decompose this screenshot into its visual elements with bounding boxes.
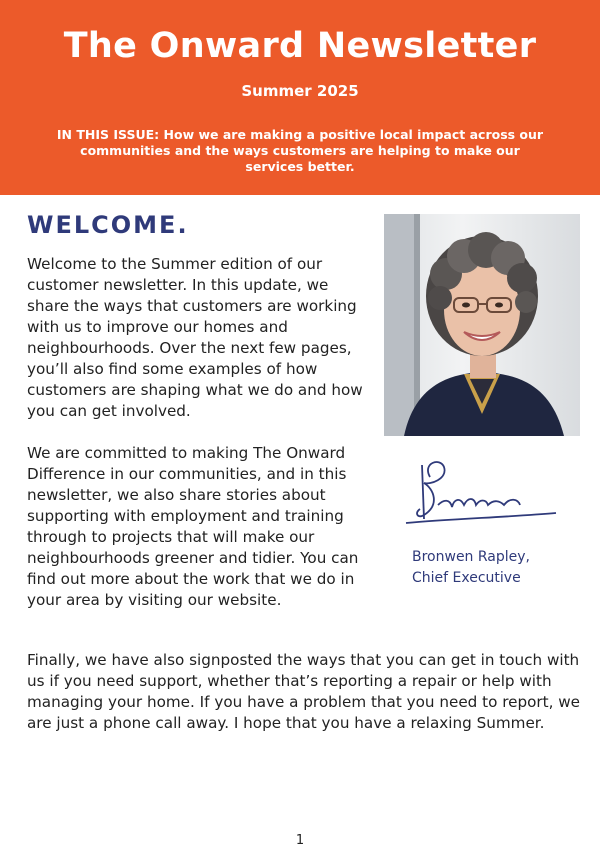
welcome-heading: WELCOME. — [27, 211, 189, 239]
issue-text: How we are making a positive local impact across our communities and the ways customers are helping to make our services better. — [80, 127, 544, 174]
newsletter-title: The Onward Newsletter — [63, 26, 537, 66]
author-role: Chief Executive — [412, 570, 521, 586]
edition-label: Summer 2025 — [241, 82, 359, 100]
welcome-paragraph-3: Finally, we have also signposted the ways that you can get in touch with us if you need support, whether that’s reporting a repair or help with managing your home. If you have a problem that you need to report, we are just a phone call away. I hope that you have a relaxing Summer. — [27, 651, 581, 732]
signature-image — [400, 455, 560, 535]
author-name: Bronwen Rapley, — [412, 549, 531, 565]
in-this-issue — [50, 127, 550, 175]
issue-label: IN THIS ISSUE: — [56, 127, 160, 142]
chief-executive-photo — [384, 214, 580, 436]
newsletter-banner — [0, 0, 600, 195]
welcome-paragraph-2: We are committed to making The Onward Difference in our communities, and in this newsletter, we also share stories about supporting with employment and training through to projects that will make our neighbourhoods greener and tidier. You can find out more about the work that we do in your area by visiting our website. — [27, 444, 359, 609]
page-number: 1 — [295, 833, 305, 848]
welcome-paragraph-1: Welcome to the Summer edition of our customer newsletter. In this update, we share the ways that customers are working with us to improve our homes and neighbourhoods. Over the next few pages, you’ll also find some examples of how customers are shaping what we do and how you can get involved. — [27, 255, 363, 420]
